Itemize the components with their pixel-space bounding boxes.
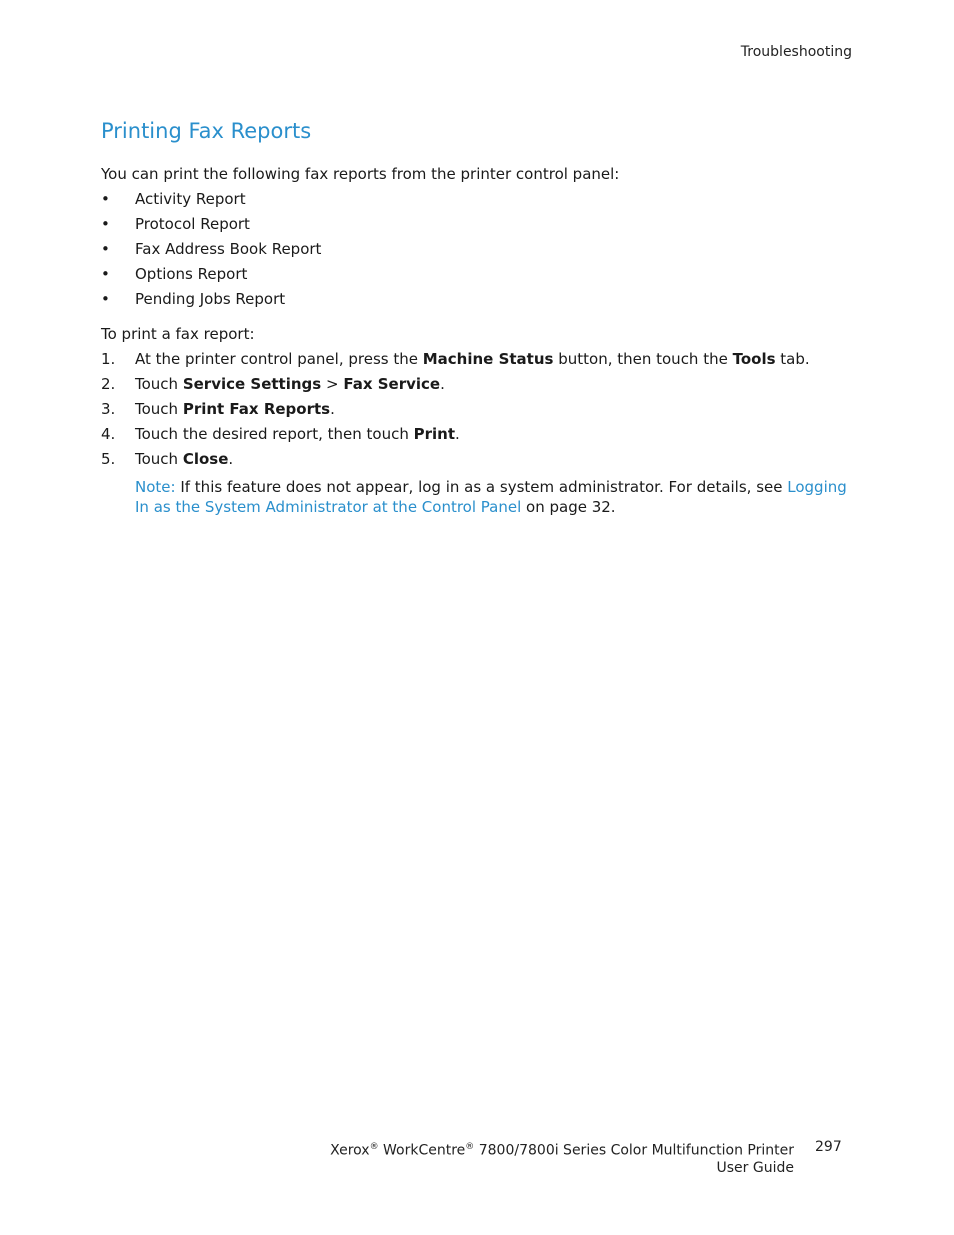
steps-intro: To print a fax report: [101, 325, 255, 343]
note [135, 477, 853, 517]
step-emphasis: Print [413, 425, 456, 443]
step-text: Touch the desired report, then touch [135, 425, 414, 443]
footer-product-line [330, 1139, 794, 1160]
step-item [101, 447, 853, 472]
intro-text: You can print the following fax reports from the printer control panel: [101, 165, 620, 183]
list-item [101, 262, 853, 287]
step-item [101, 372, 853, 397]
step-text: . [228, 450, 234, 468]
step-text: Touch [135, 450, 183, 468]
admin-login-link[interactable]: Logging In as the System Administrator at the Control Panel [135, 478, 847, 516]
step-text: . [440, 375, 445, 393]
step-text: tab. [775, 350, 810, 368]
step-emphasis: Tools [732, 350, 776, 368]
bullet-icon: • [101, 215, 110, 233]
step-item [101, 397, 853, 422]
bullet-icon: • [101, 265, 110, 283]
step-text: Touch [135, 400, 183, 418]
step-emphasis: Fax Service [343, 375, 441, 393]
step-item [101, 422, 853, 447]
registered-mark: ® [369, 1142, 379, 1152]
note-label: Note: [135, 478, 176, 496]
report-name: Protocol Report [135, 215, 250, 233]
step-number: 1. [101, 350, 116, 368]
steps-list [101, 347, 853, 472]
note-text: If this feature does not appear, log in as a system administrator. For details, see [175, 478, 788, 496]
footer-product: WorkCentre [378, 1142, 466, 1159]
page-number: 297 [815, 1139, 842, 1155]
step-text: . [455, 425, 460, 443]
bullet-icon: • [101, 240, 110, 258]
bullet-icon: • [101, 190, 110, 208]
report-list [101, 187, 853, 312]
list-item [101, 237, 853, 262]
step-emphasis: Service Settings [182, 375, 322, 393]
page-content [101, 116, 853, 517]
footer-model: 7800/7800i Series Color Multifunction Printer [474, 1142, 794, 1159]
report-name: Fax Address Book Report [135, 240, 322, 258]
registered-mark: ® [465, 1142, 475, 1152]
step-emphasis: Print Fax Reports [182, 400, 331, 418]
list-item [101, 187, 853, 212]
step-text: > [321, 375, 344, 393]
step-text: Touch [135, 375, 183, 393]
step-text: . [330, 400, 335, 418]
step-number: 4. [101, 425, 116, 443]
step-emphasis: Close [182, 450, 229, 468]
report-name: Options Report [135, 265, 248, 283]
footer-brand: Xerox [330, 1142, 370, 1159]
step-item [101, 347, 853, 372]
report-name: Pending Jobs Report [135, 290, 286, 308]
report-name: Activity Report [135, 190, 246, 208]
step-number: 3. [101, 400, 116, 418]
step-emphasis: Machine Status [422, 350, 554, 368]
list-item [101, 212, 853, 237]
step-text: At the printer control panel, press the [135, 350, 423, 368]
running-header: Troubleshooting [740, 44, 852, 60]
note-suffix: on page 32. [521, 498, 616, 516]
step-number: 2. [101, 375, 116, 393]
footer-doc-name: User Guide [716, 1159, 794, 1176]
list-item [101, 287, 853, 312]
page-title: Printing Fax Reports [101, 119, 312, 143]
bullet-icon: • [101, 290, 110, 308]
step-number: 5. [101, 450, 116, 468]
step-text: button, then touch the [553, 350, 733, 368]
footer [330, 1139, 794, 1177]
